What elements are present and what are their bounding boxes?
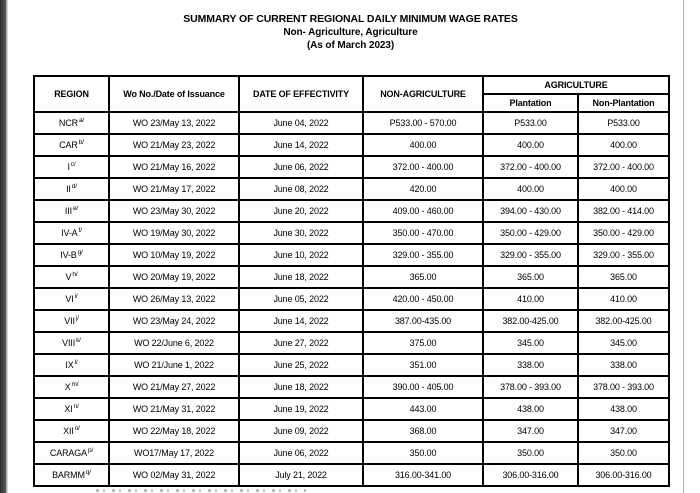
col-header-non-agriculture: NON-AGRICULTURE (363, 76, 483, 112)
wage-order-cell: WO 26/May 13, 2022 (109, 288, 239, 310)
region-cell: $VII^{j/}$ (34, 310, 109, 332)
footnote-marker: h/ (72, 271, 78, 278)
plantation-cell: 347.00 (483, 420, 578, 442)
effectivity-cell: June 18, 2022 (239, 376, 363, 398)
non-plantation-cell: 382.00 - 414.00 (578, 200, 669, 222)
region-cell: $NCR^{a/}$ (34, 112, 109, 134)
non-plantation-cell: 345.00 (578, 332, 669, 354)
wage-order-cell: WO 22/June 6, 2022 (109, 332, 239, 354)
non-plantation-cell: 400.00 (578, 134, 669, 156)
non-agriculture-cell: 409.00 - 460.00 (363, 200, 483, 222)
region-cell: $VI^{i/}$ (34, 288, 109, 310)
wage-order-cell: WO 21/May 31, 2022 (109, 398, 239, 420)
footnote-marker: g/ (77, 249, 83, 256)
effectivity-cell: June 09, 2022 (239, 420, 363, 442)
region-cell: $IX^{l/}$ (34, 354, 109, 376)
footnote-marker: j/ (75, 315, 79, 322)
footnote-marker: o/ (74, 425, 80, 432)
region-cell: $BARMM^{q/}$ (34, 464, 109, 486)
non-plantation-cell: 410.00 (578, 288, 669, 310)
region-cell: $XI^{n/}$ (34, 398, 109, 420)
table-row-vii (34, 310, 669, 332)
effectivity-cell: June 30, 2022 (239, 222, 363, 244)
effectivity-cell: June 06, 2022 (239, 442, 363, 464)
plantation-cell: 394.00 - 430.00 (483, 200, 578, 222)
plantation-cell: 345.00 (483, 332, 578, 354)
wage-order-cell: WO 23/May 13, 2022 (109, 112, 239, 134)
effectivity-cell: June 18, 2022 (239, 266, 363, 288)
table-row-i (34, 156, 669, 178)
table-row-xi (34, 398, 669, 420)
table-body (34, 112, 669, 486)
plantation-cell: 400.00 (483, 178, 578, 200)
plantation-cell: 410.00 (483, 288, 578, 310)
region-cell: $VIII^{k/}$ (34, 332, 109, 354)
region-cell: $IV-A^{f/}$ (34, 222, 109, 244)
table-header (34, 76, 669, 112)
footnote-marker: f/ (78, 227, 82, 234)
non-agriculture-cell: 365.00 (363, 266, 483, 288)
non-plantation-cell: 438.00 (578, 398, 669, 420)
plantation-cell: 438.00 (483, 398, 578, 420)
table-row-iii (34, 200, 669, 222)
table-row-car (34, 134, 669, 156)
wage-order-cell: WO 22/May 18, 2022 (109, 420, 239, 442)
table-row-ix (34, 354, 669, 376)
region-cell: $IV-B^{g/}$ (34, 244, 109, 266)
table-row-iv-a (34, 222, 669, 244)
page-right-edge (683, 0, 684, 493)
non-agriculture-cell: 350.00 (363, 442, 483, 464)
effectivity-cell: June 27, 2022 (239, 332, 363, 354)
region-cell: $II^{d/}$ (34, 178, 109, 200)
non-plantation-cell: 372.00 - 400.00 (578, 156, 669, 178)
plantation-cell: 350.00 - 429.00 (483, 222, 578, 244)
non-plantation-cell: 329.00 - 355.00 (578, 244, 669, 266)
effectivity-cell: June 06, 2022 (239, 156, 363, 178)
non-agriculture-cell: 329.00 - 355.00 (363, 244, 483, 266)
title-line-1: SUMMARY OF CURRENT REGIONAL DAILY MINIMUM WAGE RATES (183, 13, 518, 25)
non-agriculture-cell: 368.00 (363, 420, 483, 442)
region-cell: $CAR^{b/}$ (34, 134, 109, 156)
col-header-non-plantation: Non-Plantation (578, 94, 669, 112)
wage-order-cell: WO 21/May 16, 2022 (109, 156, 239, 178)
footnote-marker: e/ (72, 205, 79, 212)
col-header-region: REGION (34, 76, 109, 112)
plantation-cell: P533.00 (483, 112, 578, 134)
wage-order-cell: WO 02/May 31, 2022 (109, 464, 239, 486)
wage-order-cell: WO 20/May 19, 2022 (109, 266, 239, 288)
table-row-ii (34, 178, 669, 200)
table-row-vi (34, 288, 669, 310)
wage-order-cell: WO 10/May 19, 2022 (109, 244, 239, 266)
non-plantation-cell: 350.00 (578, 442, 669, 464)
wage-order-cell: WO 21/May 27, 2022 (109, 376, 239, 398)
effectivity-cell: June 04, 2022 (239, 112, 363, 134)
non-plantation-cell: 382.00-425.00 (578, 310, 669, 332)
non-plantation-cell: 350.00 - 429.00 (578, 222, 669, 244)
col-header-plantation: Plantation (483, 94, 578, 112)
plantation-cell: 329.00 - 355.00 (483, 244, 578, 266)
table-row-v (34, 266, 669, 288)
table-row-xii (34, 420, 669, 442)
non-plantation-cell: 378.00 - 393.00 (578, 376, 669, 398)
wage-order-cell: WO 19/May 30, 2022 (109, 222, 239, 244)
non-plantation-cell: 347.00 (578, 420, 669, 442)
region-cell: $XII^{o/}$ (34, 420, 109, 442)
footnote-marker: d/ (71, 183, 77, 190)
page-left-edge-shadow (6, 0, 8, 493)
plantation-cell: 400.00 (483, 134, 578, 156)
footnote-marker: c/ (70, 161, 76, 168)
non-agriculture-cell: 375.00 (363, 332, 483, 354)
col-header-agriculture: AGRICULTURE (483, 76, 669, 94)
wage-order-cell: WO 23/May 24, 2022 (109, 310, 239, 332)
footnote-marker: n/ (73, 403, 79, 410)
table-row-caraga (34, 442, 669, 464)
title-line-2: Non- Agriculture, Agriculture (283, 27, 418, 38)
non-agriculture-cell: 390.00 - 405.00 (363, 376, 483, 398)
non-agriculture-cell: P533.00 - 570.00 (363, 112, 483, 134)
region-cell: $X^{m/}$ (34, 376, 109, 398)
non-agriculture-cell: 316.00-341.00 (363, 464, 483, 486)
plantation-cell: 378.00 - 393.00 (483, 376, 578, 398)
effectivity-cell: June 10, 2022 (239, 244, 363, 266)
plantation-cell: 350.00 (483, 442, 578, 464)
non-plantation-cell: P533.00 (578, 112, 669, 134)
footnote-marker: i/ (74, 293, 78, 300)
col-header-effectivity: DATE OF EFFECTIVITY (239, 76, 363, 112)
effectivity-cell: June 05, 2022 (239, 288, 363, 310)
effectivity-cell: July 21, 2022 (239, 464, 363, 486)
non-plantation-cell: 306.00-316.00 (578, 464, 669, 486)
footnote-marker: k/ (76, 337, 81, 344)
footnote-marker: p/ (87, 447, 94, 454)
effectivity-cell: June 14, 2022 (239, 310, 363, 332)
plantation-cell: 382.00-425.00 (483, 310, 578, 332)
footnote-marker: b/ (78, 139, 84, 146)
footnote-marker: l/ (74, 359, 78, 366)
document-title (33, 12, 668, 52)
wage-order-cell: WO 21/May 17, 2022 (109, 178, 239, 200)
table-row-ncr (34, 112, 669, 134)
footnote-marker: q/ (85, 469, 91, 476)
wage-order-cell: WO17/May 17, 2022 (109, 442, 239, 464)
effectivity-cell: June 08, 2022 (239, 178, 363, 200)
non-agriculture-cell: 400.00 (363, 134, 483, 156)
footnote-marker: a/ (78, 117, 85, 124)
non-agriculture-cell: 350.00 - 470.00 (363, 222, 483, 244)
non-agriculture-cell: 420.00 - 450.00 (363, 288, 483, 310)
non-agriculture-cell: 351.00 (363, 354, 483, 376)
wage-rates-table (33, 75, 670, 487)
non-plantation-cell: 365.00 (578, 266, 669, 288)
non-agriculture-cell: 443.00 (363, 398, 483, 420)
table-row-iv-b (34, 244, 669, 266)
clipped-footnote-fragment (96, 489, 306, 492)
plantation-cell: 372.00 - 400.00 (483, 156, 578, 178)
wage-order-cell: WO 21/June 1, 2022 (109, 354, 239, 376)
region-cell: $V^{h/}$ (34, 266, 109, 288)
plantation-cell: 306.00-316.00 (483, 464, 578, 486)
wage-order-cell: WO 21/May 23, 2022 (109, 134, 239, 156)
plantation-cell: 338.00 (483, 354, 578, 376)
region-cell: $I^{c/}$ (34, 156, 109, 178)
non-plantation-cell: 400.00 (578, 178, 669, 200)
non-agriculture-cell: 420.00 (363, 178, 483, 200)
non-agriculture-cell: 387.00-435.00 (363, 310, 483, 332)
effectivity-cell: June 20, 2022 (239, 200, 363, 222)
non-agriculture-cell: 372.00 - 400.00 (363, 156, 483, 178)
title-line-3: (As of March 2023) (306, 40, 395, 51)
region-cell: $III^{e/}$ (34, 200, 109, 222)
plantation-cell: 365.00 (483, 266, 578, 288)
effectivity-cell: June 25, 2022 (239, 354, 363, 376)
table-row-viii (34, 332, 669, 354)
region-cell: $CARAGA^{p/}$ (34, 442, 109, 464)
non-plantation-cell: 338.00 (578, 354, 669, 376)
wage-order-cell: WO 23/May 30, 2022 (109, 200, 239, 222)
effectivity-cell: June 19, 2022 (239, 398, 363, 420)
col-header-wage-order: Wo No./Date of Issuance (109, 76, 239, 112)
table-row-barmm (34, 464, 669, 486)
footnote-marker: m/ (71, 381, 79, 388)
effectivity-cell: June 14, 2022 (239, 134, 363, 156)
table-row-x (34, 376, 669, 398)
header-row-main (34, 76, 669, 94)
